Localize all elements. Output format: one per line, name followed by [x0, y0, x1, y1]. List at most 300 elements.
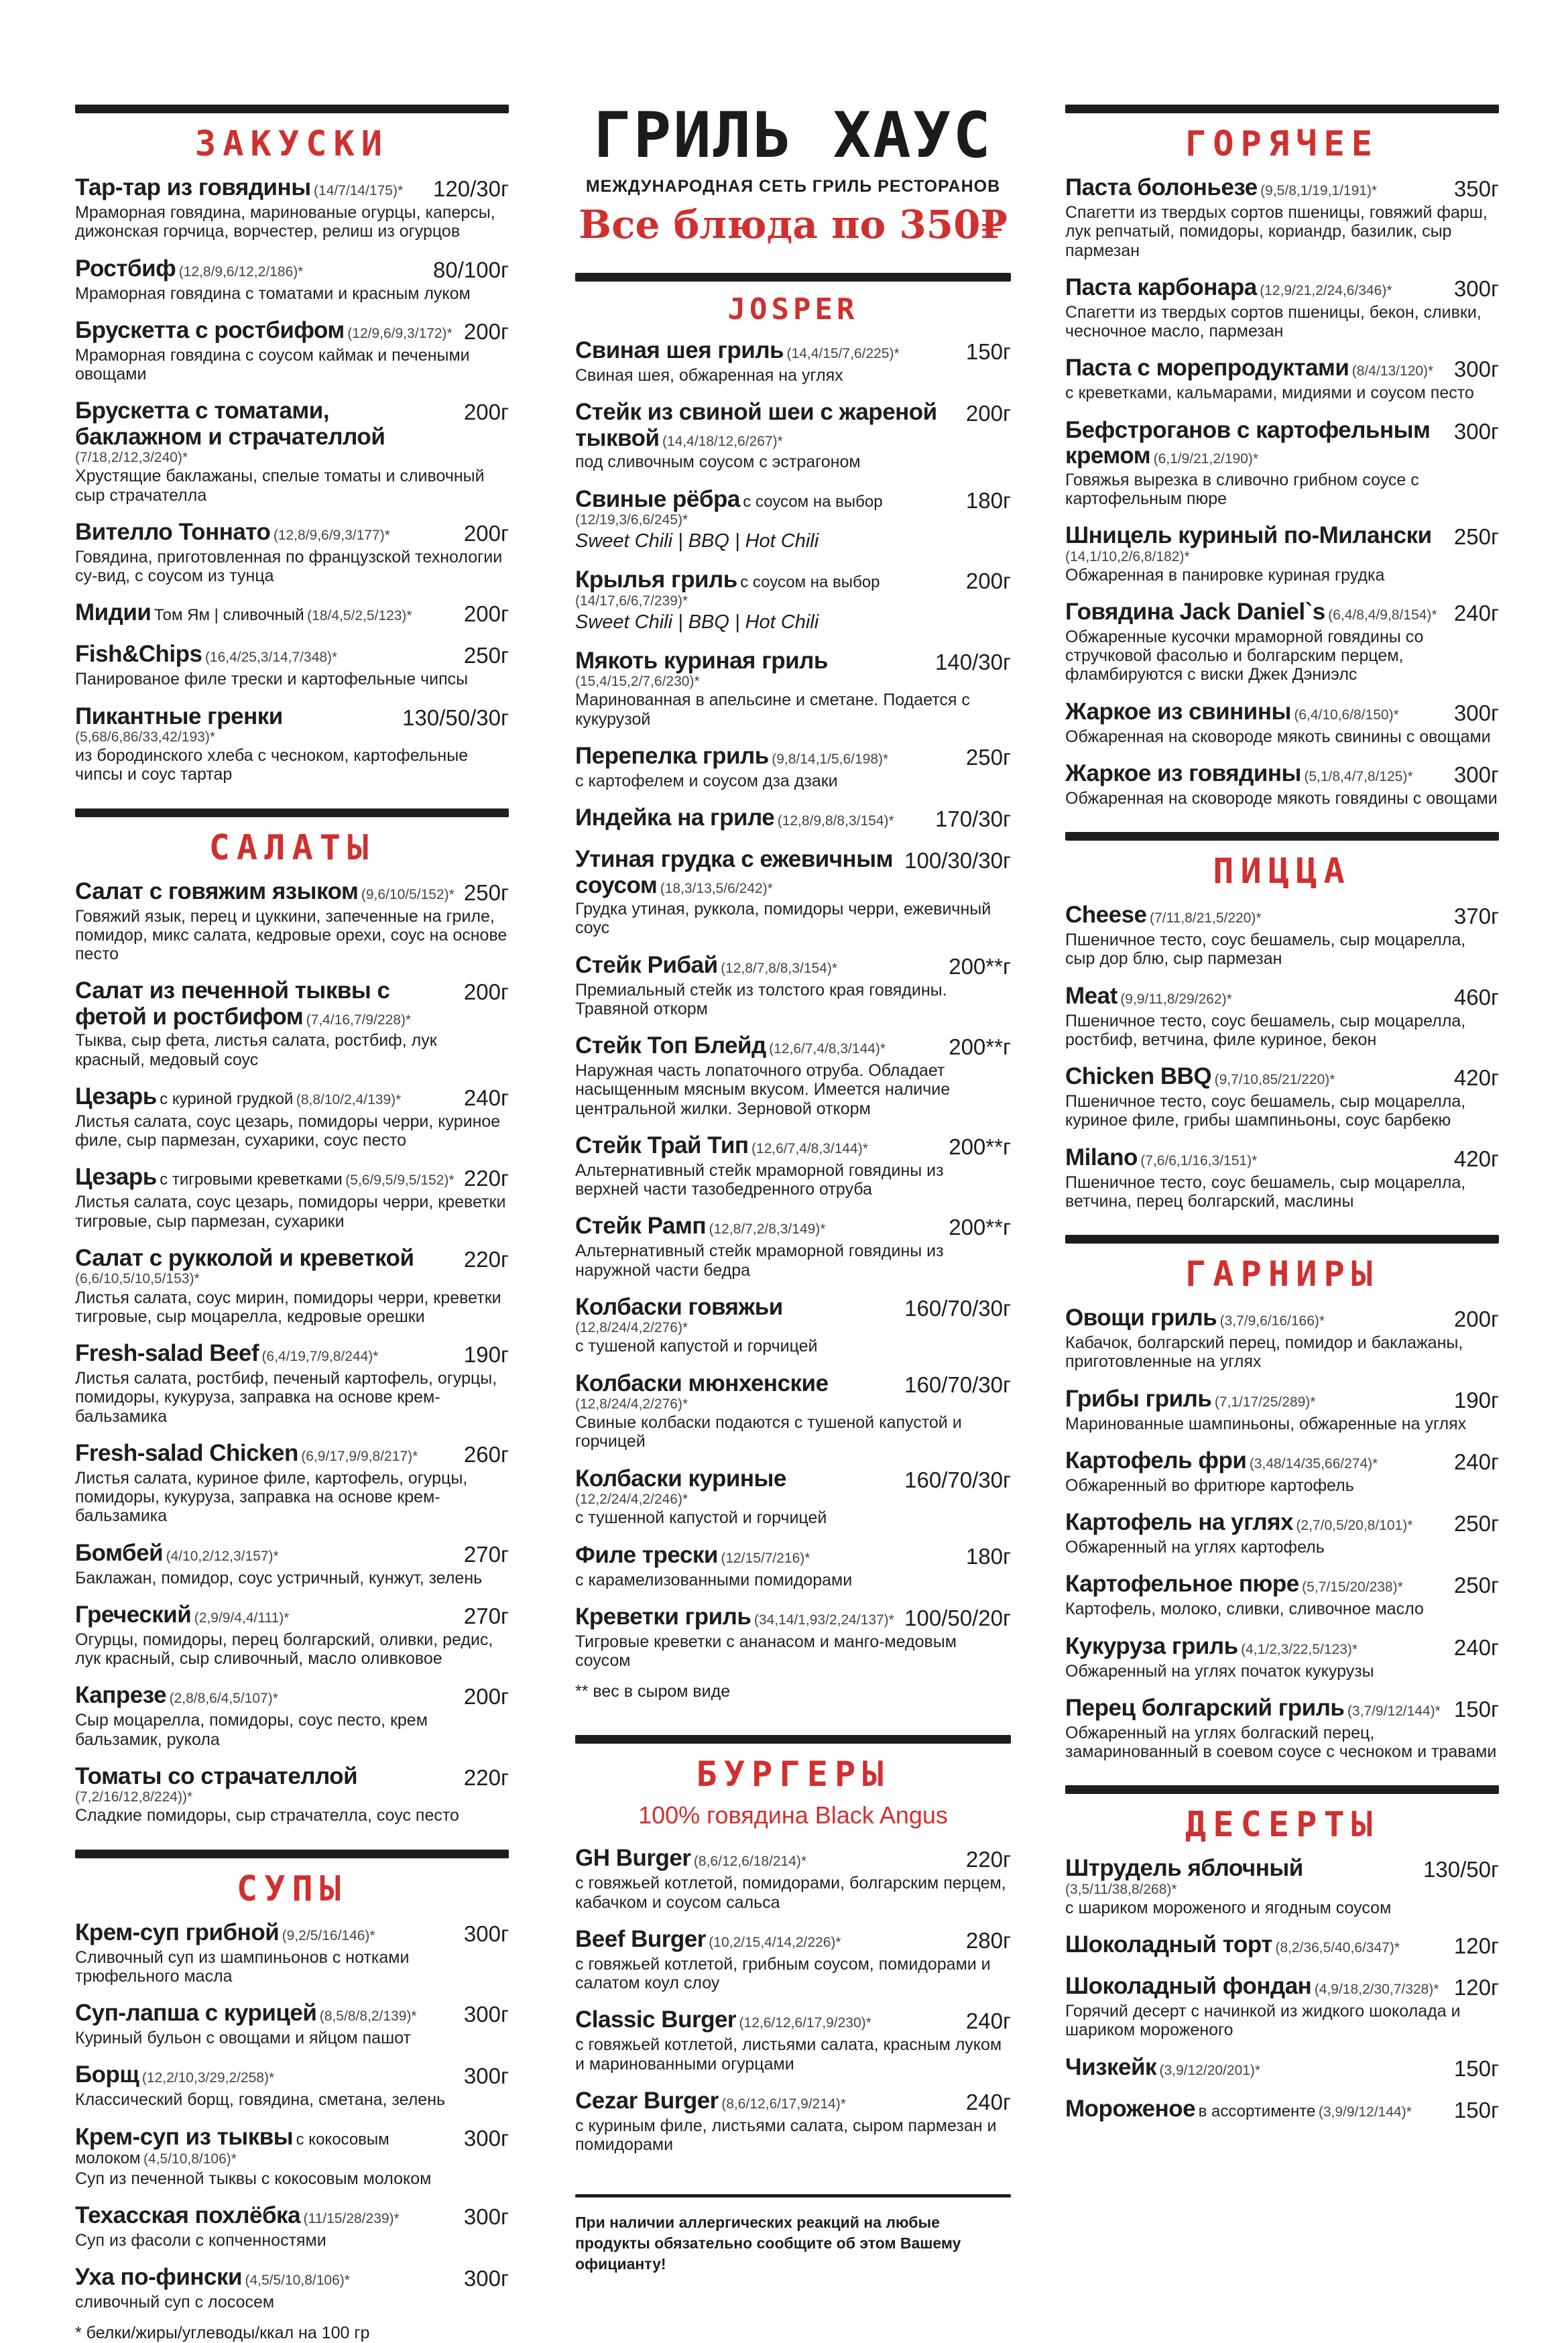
item-description: Листья салата, соус цезарь, помидоры черри, креветки тигровые, сыр пармезан, сухарики — [75, 1193, 506, 1231]
menu-item — [75, 1541, 509, 1587]
item-weight: 280г — [965, 1927, 1011, 1953]
menu-item — [75, 1441, 509, 1526]
item-weight: 190г — [1453, 1387, 1499, 1413]
section-title-burgers: БУРГЕРЫ — [696, 1754, 890, 1795]
item-nutrition: (9,8/14,1/5,6/198)* — [772, 751, 889, 767]
item-description: Свиная шея, обжаренная на углях — [575, 366, 843, 385]
menu-item — [575, 1033, 1011, 1118]
item-weight: 270г — [463, 1603, 509, 1628]
item-weight: 100/30/30г — [904, 848, 1011, 874]
divider — [1065, 1235, 1499, 1244]
item-nutrition: (6,4/19,7/9,8/244)* — [261, 1349, 379, 1365]
item-weight: 150г — [1453, 2055, 1499, 2081]
item-name: Колбаски мюнхенские — [575, 1370, 829, 1396]
menu-item — [1065, 275, 1499, 341]
menu-item — [575, 338, 1011, 385]
item-name: Fresh-salad Chicken — [75, 1439, 298, 1466]
burgers-tagline: 100% говядина Black Angus — [638, 1801, 948, 1829]
item-weight: 460г — [1453, 984, 1499, 1010]
item-weight: 300г — [463, 2063, 509, 2089]
item-description: Баклажан, помидор, соус устричный, кунжут, зелень — [75, 1568, 483, 1587]
menu-item — [575, 847, 1011, 938]
item-name: Стейк Рибай — [575, 951, 718, 978]
item-name: Стейк Топ Блейд — [575, 1032, 766, 1059]
item-name: Паста с морепродуктами — [1065, 355, 1349, 381]
pizza-list — [1065, 898, 1499, 1235]
item-variant: с соусом на выбор — [743, 492, 883, 511]
item-weight: 150г — [1453, 1696, 1499, 1722]
item-weight: 240г — [463, 1085, 509, 1110]
item-nutrition: (4,5/10,8/106)* — [143, 2151, 237, 2167]
menu-item — [1065, 902, 1499, 969]
item-weight: 300г — [1453, 418, 1499, 444]
item-name: Перец болгарский гриль — [1065, 1694, 1345, 1721]
item-nutrition: (12,8/9,6/9,3/177)* — [273, 527, 390, 543]
item-description: Суп из печенной тыквы с кокосовым молоком — [75, 2169, 432, 2188]
menu-item — [75, 2062, 509, 2109]
item-name: Ростбиф — [75, 255, 176, 282]
item-name: Стейк Рамп — [575, 1213, 707, 1240]
item-description: Картофель, молоко, сливки, сливочное масло — [1065, 1600, 1424, 1619]
item-description: с тушенной капустой и горчицей — [575, 1508, 827, 1528]
menu-item — [1065, 355, 1499, 402]
item-description: Суп из фасоли с копченностями — [75, 2230, 326, 2250]
item-name: Греческий — [75, 1601, 192, 1628]
allergy-notice: При наличии аллергических реакций на любые продукты обязательно сообщите об этом Вашему официанту! — [575, 2214, 961, 2273]
item-nutrition: (12,8/9,6/12,2/186)* — [178, 263, 304, 280]
item-description: Говяжий язык, перец и цуккини, запеченные на гриле, помидор, микс салата, кедровые орехи, соус на основе песто — [75, 906, 507, 964]
section-title-desserts: ДЕСЕРТЫ — [1185, 1805, 1380, 1846]
item-name: Картофельное пюре — [1065, 1571, 1299, 1598]
item-name: Шоколадный фондан — [1065, 1973, 1312, 2000]
menu-item — [1065, 1510, 1499, 1557]
sides-list — [1065, 1301, 1499, 1785]
item-description: с креветками, кальмарами, мидиями и соусом песто — [1065, 383, 1474, 403]
item-nutrition: (18,3/13,5/6/242)* — [660, 880, 773, 896]
item-weight: 300г — [463, 1921, 509, 1946]
item-description: Хрустящие баклажаны, спелые томаты и сливочный сыр страчателла — [75, 467, 485, 505]
item-nutrition: (9,6/10/5/152)* — [361, 886, 455, 902]
item-name: Тар-тар из говядины — [75, 174, 311, 200]
item-description: под сливочным соусом с эстрагоном — [575, 453, 861, 472]
menu-item — [1065, 175, 1499, 260]
section-title-snacks: ЗАКУСКИ — [194, 124, 389, 164]
item-weight: 200г — [1453, 1307, 1499, 1332]
item-nutrition: (11/15/28/239)* — [303, 2210, 400, 2226]
divider — [75, 1850, 509, 1858]
item-description: Обжаренный на углях картофель — [1065, 1538, 1325, 1557]
item-weight: 300г — [463, 2002, 509, 2027]
menu-item — [1065, 599, 1499, 684]
menu-item — [75, 1341, 509, 1426]
item-description: Маринованная в апельсине и сметане. Подается с кукурузой — [575, 690, 970, 729]
soups-list — [75, 1916, 509, 2336]
item-name: Индейка на гриле — [575, 804, 775, 831]
item-nutrition: (3,9/12/20/201)* — [1159, 2062, 1261, 2078]
item-name: Fresh-salad Beef — [75, 1340, 259, 1367]
menu-item — [1065, 1932, 1499, 1959]
item-name: Брускетта с ростбифом — [75, 316, 345, 343]
menu-item — [1065, 418, 1499, 509]
sauce-options: Sweet Chili | BBQ | Hot Chili — [575, 530, 819, 552]
item-nutrition: (12,8/24/4,2/276)* — [575, 1396, 688, 1413]
item-weight: 130/50/30г — [402, 705, 509, 730]
item-name: Шницель куриный по-Милански — [1065, 522, 1432, 548]
restaurant-subtitle: МЕЖДУНАРОДНАЯ СЕТЬ ГРИЛЬ РЕСТОРАНОВ — [585, 177, 1001, 196]
item-name: Свиная шея гриль — [575, 337, 784, 363]
menu-item — [575, 400, 1011, 471]
menu-item — [575, 567, 1011, 634]
item-weight: 200г — [463, 520, 509, 546]
menu-item — [575, 1371, 1011, 1451]
item-nutrition: (8/4/13/120)* — [1351, 363, 1434, 379]
item-name: Стейк из свиной шеи с жареной тыквой — [575, 399, 937, 451]
item-nutrition: (8,6/12,6/17,9/214)* — [721, 2096, 846, 2112]
item-nutrition: (3,7/9,6/16/166)* — [1219, 1313, 1325, 1329]
item-name: Мидии — [75, 599, 152, 626]
item-nutrition: (12,2/10,3/29,2/258)* — [141, 2070, 275, 2086]
item-description: с картофелем и соусом дза дзаки — [575, 771, 838, 790]
item-weight: 300г — [1453, 276, 1499, 301]
item-weight: 300г — [463, 2204, 509, 2229]
raw-weight-footnote: ** вес в сыром виде — [575, 1682, 731, 1701]
item-name: Fish&Chips — [75, 641, 202, 668]
menu-item — [575, 953, 1011, 1019]
item-description: Горячий десерт с начинкой из жидкого шоколада и шариком мороженого — [1065, 2002, 1461, 2040]
item-description: Наружная часть лопаточного отруба. Обладает насыщенным мясным вкусом. Имеется наличие центральной жилки. Зерновой откорм — [575, 1061, 951, 1118]
menu-item — [575, 487, 1011, 553]
item-name: Свиные рёбра — [575, 485, 740, 512]
item-variant: Том Ям | сливочный — [154, 606, 304, 625]
menu-item — [575, 2088, 1011, 2155]
item-description: Пшеничное тесто, соус бешамель, сыр моцарелла, сыр дор блю, сыр пармезан — [1065, 930, 1466, 969]
section-title-soups: СУПЫ — [236, 1868, 348, 1909]
item-name: Уха по-фински — [75, 2264, 243, 2291]
item-variant: с куриной грудкой — [160, 1089, 294, 1108]
menu-item — [75, 1084, 509, 1150]
divider — [75, 105, 509, 113]
item-description: Обжаренный во фритюре картофель — [1065, 1476, 1354, 1495]
item-name: Жаркое из говядины — [1065, 760, 1301, 786]
item-name: Говядина Jack Daniel`s — [1065, 598, 1325, 625]
item-description: Свиные колбаски подаются с тушеной капустой и горчицей — [575, 1413, 962, 1451]
sauce-options: Sweet Chili | BBQ | Hot Chili — [575, 611, 819, 633]
item-name: Картофель на углях — [1065, 1509, 1293, 1536]
item-nutrition: (7,4/16,7/9/228)* — [306, 1012, 412, 1028]
divider — [575, 1735, 1011, 1744]
item-name: Мороженое — [1065, 2095, 1196, 2122]
item-weight: 300г — [1453, 357, 1499, 382]
item-nutrition: (12,6/12,6/17,9/230)* — [739, 2015, 871, 2031]
item-nutrition: (12/9,6/9,3/172)* — [347, 325, 453, 341]
menu-item — [1065, 699, 1499, 746]
menu-item — [1065, 1856, 1499, 1917]
section-title-hot: ГОРЯЧЕЕ — [1185, 124, 1380, 164]
menu-item — [1065, 1064, 1499, 1130]
item-description: Мраморная говядина, маринованые огурцы, каперсы, дижонская горчица, ворчестер, релиш из огурцов — [75, 203, 495, 241]
item-name: Томаты со страчателлой — [75, 1762, 358, 1789]
item-weight: 200г — [463, 318, 509, 344]
divider — [1065, 105, 1499, 113]
menu-item — [75, 2124, 509, 2188]
item-weight: 220г — [463, 1764, 509, 1790]
item-description: с говяжьей котлетой, листьями салата, красным луком и маринованными огурцами — [575, 2035, 1002, 2074]
menu-item — [1065, 1571, 1499, 1618]
item-nutrition: (16,4/25,3/14,7/348)* — [204, 650, 338, 666]
menu-item — [575, 648, 1011, 729]
item-description: Пшеничное тесто, соус бешамель, сыр моцарелла, ростбиф, ветчина, филе куриное, бекон — [1065, 1011, 1466, 1049]
item-weight: 250г — [1453, 1573, 1499, 1598]
item-nutrition: (7,2/16/12,8/224))* — [75, 1789, 193, 1805]
item-name: Чизкейк — [1065, 2053, 1157, 2080]
item-name: GH Burger — [575, 1845, 691, 1872]
item-nutrition: (3,5/11/38,8/268)* — [1065, 1881, 1177, 1897]
item-nutrition: (2,9/9/4,4/111)* — [194, 1610, 290, 1626]
item-nutrition: (10,2/15,4/14,2/226)* — [709, 1934, 841, 1950]
item-weight: 250г — [463, 643, 509, 668]
item-nutrition: (5,68/6,86/33,42/193)* — [75, 729, 215, 745]
item-description: с говяжьей котлетой, помидорами, болгарским перцем, кабачком и соусом сальса — [575, 1874, 1006, 1912]
item-description: Панированое филе трески и картофельные чипсы — [75, 670, 469, 689]
item-nutrition: (14/7/14/175)* — [314, 183, 404, 198]
item-weight: 250г — [463, 880, 509, 905]
item-description: Сыр моцарелла, помидоры, соус песто, крем бальзамик, рукола — [75, 1711, 428, 1749]
item-description: с карамелизованными помидорами — [575, 1570, 853, 1589]
item-weight: 160/70/30г — [904, 1467, 1011, 1492]
item-description: Пшеничное тесто, соус бешамель, сыр моцарелла, куриное филе, грибы шампиньоны, соус барбекю — [1065, 1092, 1466, 1130]
menu-item — [1065, 1386, 1499, 1433]
item-description: Грудка утиная, руккола, помидоры черри, ежевичный соус — [575, 900, 991, 938]
item-name: Cezar Burger — [575, 2087, 719, 2114]
item-weight: 220г — [965, 1847, 1011, 1872]
item-name: Крем-суп из тыквы — [75, 2123, 294, 2150]
item-nutrition: (12,8/7,8/8,3/154)* — [721, 960, 838, 976]
item-description: Обжаренная в панировке куриная грудка — [1065, 565, 1385, 585]
item-weight: 260г — [463, 1441, 509, 1467]
restaurant-logo: ГРИЛЬ ХАУС — [593, 99, 993, 172]
item-description: Премиальный стейк из толстого края говядины. Травяной откорм — [575, 980, 947, 1018]
item-description: с говяжьей котлетой, грибным соусом, помидорами и салатом коул слоу — [575, 1954, 991, 1993]
item-nutrition: (4/10,2/12,3/157)* — [166, 1548, 279, 1564]
menu-item — [575, 1213, 1011, 1280]
item-name: Meat — [1065, 982, 1118, 1009]
item-description: Листья салата, ростбиф, печеный картофель, огурцы, помидоры, кукуруза, заправка на основе крем-бальзамика — [75, 1369, 497, 1426]
item-weight: 300г — [1453, 700, 1499, 725]
item-nutrition: (9,9/11,8/29/262)* — [1120, 991, 1232, 1007]
item-name: Борщ — [75, 2061, 139, 2088]
salads-list — [75, 875, 509, 1850]
menu-item — [575, 743, 1011, 790]
item-description: с тушеной капустой и горчицей — [575, 1337, 818, 1356]
item-nutrition: (3,48/14/35,66/274)* — [1249, 1455, 1378, 1471]
item-description: Сладкие помидоры, сыр страчателла, соус песто — [75, 1806, 459, 1825]
item-description: с шариком мороженого и ягодным соусом — [1065, 1898, 1392, 1917]
menu-item — [1065, 1695, 1499, 1762]
item-weight: 250г — [1453, 524, 1499, 549]
item-nutrition: (2,8/8,6/4,5/107)* — [169, 1691, 278, 1707]
menu-item — [1065, 2096, 1499, 2123]
item-weight: 180г — [965, 1543, 1011, 1569]
item-nutrition: (14,4/18/12,6/267)* — [662, 433, 783, 449]
item-description: Тыква, сыр фета, листья салата, ростбиф, лук красный, медовый соус — [75, 1031, 437, 1069]
menu-item — [75, 2265, 509, 2311]
price-promo: Все блюда по 350₽ — [579, 202, 1008, 247]
snacks-list — [75, 171, 509, 808]
item-name: Milano — [1065, 1144, 1138, 1170]
item-nutrition: (5,6/9,5/9,5/152)* — [345, 1173, 455, 1189]
item-name: Бомбей — [75, 1539, 164, 1566]
nutrition-footnote: * белки/жиры/углеводы/ккал на 100 гр — [75, 2324, 370, 2343]
item-nutrition: (2,7/0,5/20,8/101)* — [1296, 1518, 1413, 1534]
item-description: Классический борщ, говядина, сметана, зелень — [75, 2090, 446, 2110]
item-name: Грибы гриль — [1065, 1385, 1212, 1412]
menu-item — [1065, 523, 1499, 585]
item-nutrition: (12/19,3/6,6/245)* — [575, 512, 688, 528]
item-nutrition: (4,9/18,2/30,7/328)* — [1314, 1982, 1439, 1998]
item-weight: 240г — [965, 2089, 1011, 2114]
menu-item — [75, 2203, 509, 2250]
menu-item — [75, 318, 509, 384]
item-name: Креветки гриль — [575, 1603, 751, 1630]
item-description: Обжаренный на углях початок кукурузы — [1065, 1661, 1374, 1681]
item-description: Мраморная говядина с томатами и красным луком — [75, 284, 471, 303]
item-name: Cheese — [1065, 902, 1147, 928]
item-name: Chicken BBQ — [1065, 1063, 1212, 1090]
item-name: Жаркое из свинины — [1065, 698, 1291, 725]
item-weight: 250г — [965, 744, 1011, 770]
item-description: Сливочный суп из шампиньонов с нотками трюфельного масла — [75, 1947, 410, 1986]
item-nutrition: (5,1/8,4/7,8/125)* — [1304, 768, 1413, 784]
menu-item — [75, 1164, 509, 1231]
item-weight: 200**г — [949, 1215, 1011, 1240]
menu-item — [75, 256, 509, 303]
item-name: Стейк Трай Тип — [575, 1132, 749, 1158]
menu-item — [1065, 2055, 1499, 2082]
item-weight: 140/30г — [935, 649, 1011, 674]
menu-item — [575, 1927, 1011, 1993]
hot-list — [1065, 171, 1499, 832]
item-nutrition: (3,7/9/12/144)* — [1347, 1703, 1441, 1719]
item-description: из бородинского хлеба с чесноком, картофельные чипсы и соус тартар — [75, 746, 469, 784]
item-weight: 300г — [1453, 762, 1499, 787]
item-name: Филе трески — [575, 1541, 718, 1568]
item-weight: 370г — [1453, 904, 1499, 929]
right-column — [1065, 105, 1499, 2147]
item-name: Перепелка гриль — [575, 742, 769, 769]
item-weight: 300г — [463, 2125, 509, 2151]
item-weight: 240г — [1453, 1449, 1499, 1474]
item-name: Техасская похлёбка — [75, 2202, 301, 2228]
item-weight: 240г — [965, 2008, 1011, 2034]
item-name: Бефстроганов с картофельным кремом — [1065, 416, 1431, 469]
item-nutrition: (6,4/10,6/8/150)* — [1294, 707, 1399, 723]
item-nutrition: (6,1/9/21,2/190)* — [1153, 451, 1259, 467]
item-name: Пикантные гренки — [75, 703, 283, 729]
item-weight: 80/100г — [433, 257, 509, 282]
item-weight: 250г — [1453, 1511, 1499, 1537]
burgers-list — [575, 1842, 1011, 2178]
item-nutrition: (8,5/8/8,2/139)* — [319, 2008, 417, 2025]
menu-item — [75, 879, 509, 964]
item-name: Картофель фри — [1065, 1447, 1247, 1474]
item-weight: 100/50/20г — [904, 1605, 1011, 1630]
item-weight: 200г — [463, 979, 509, 1005]
section-title-salads: САЛАТЫ — [208, 827, 375, 868]
item-description: Обжаренный на углях болгаский перец, замаринованный в соевом соусе с чесноком и травами — [1065, 1723, 1497, 1762]
item-nutrition: (7,1/17/25/289)* — [1214, 1394, 1316, 1410]
item-weight: 200г — [463, 601, 509, 627]
item-nutrition: (8,8/10/2,4/139)* — [296, 1091, 402, 1107]
item-weight: 200**г — [949, 1034, 1011, 1060]
item-nutrition: (12,2/24/4,2/246)* — [575, 1492, 688, 1508]
item-weight: 240г — [1453, 600, 1499, 625]
item-nutrition: (12/15/7/216)* — [721, 1550, 810, 1566]
divider — [75, 808, 509, 817]
item-variant: с тигровыми креветками — [160, 1170, 343, 1189]
item-name: Колбаски куриные — [575, 1465, 786, 1492]
item-nutrition: (14/17,6/6,7/239)* — [575, 593, 688, 609]
item-nutrition: (9,5/8,1/19,1/191)* — [1260, 183, 1378, 198]
menu-item — [75, 1920, 509, 1986]
item-name: Паста болоньезе — [1065, 174, 1258, 200]
item-nutrition: (7/11,8/21,5/220)* — [1149, 910, 1262, 926]
item-nutrition: (6,4/8,4/9,8/154)* — [1328, 607, 1437, 623]
item-name: Beef Burger — [575, 1925, 706, 1952]
item-description: Говядина, приготовленная по французской технологии су-вид, с соусом из тунца — [75, 547, 503, 586]
menu-item — [75, 398, 509, 505]
item-name: Салат с рукколой и креветкой — [75, 1244, 414, 1271]
item-description: Говяжья вырезка в сливочно грибном соусе с картофельным пюре — [1065, 470, 1419, 508]
item-weight: 200**г — [949, 953, 1011, 979]
menu-item — [1065, 1974, 1499, 2040]
item-nutrition: (7/18,2/12,3/240)* — [75, 450, 188, 466]
item-nutrition: (6,9/17,9/9,8/217)* — [301, 1448, 418, 1464]
menu-item — [575, 1466, 1011, 1528]
item-nutrition: (3,9/9/12/144)* — [1318, 2104, 1412, 2120]
item-nutrition: (12,6/7,4/8,3/144)* — [751, 1140, 868, 1156]
item-description: Спагетти из твердых сортов пшеницы, бекон, сливки, чесночное масло, пармезан — [1065, 302, 1482, 341]
item-description: Тигровые креветки с ананасом и манго-медовым соусом — [575, 1632, 957, 1671]
desserts-list — [1065, 1852, 1499, 2147]
menu-item — [575, 2007, 1011, 2074]
item-weight: 220г — [463, 1166, 509, 1191]
section-title-pizza: ПИЦЦА — [1213, 851, 1351, 892]
menu-item — [75, 1683, 509, 1749]
item-weight: 120г — [1453, 1933, 1499, 1959]
menu-item — [1065, 1305, 1499, 1372]
item-description: Пшеничное тесто, соус бешамель, сыр моцарелла, ветчина, перец болгарский, маслины — [1065, 1173, 1466, 1211]
item-description: Маринованные шампиньоны, обжаренные на углях — [1065, 1414, 1467, 1433]
menu-item — [1065, 761, 1499, 808]
menu-item — [75, 520, 509, 586]
menu-item — [575, 1295, 1011, 1356]
item-name: Колбаски говяжьи — [575, 1293, 783, 1320]
menu-item — [1065, 1145, 1499, 1211]
item-nutrition: (34,14/1,93/2,24/137)* — [753, 1612, 894, 1628]
item-name: Шоколадный торт — [1065, 1931, 1272, 1958]
item-nutrition: (8,2/36,5/40,6/347)* — [1275, 1940, 1400, 1956]
menu-item — [75, 1246, 509, 1326]
menu-item — [575, 1543, 1011, 1589]
divider — [1065, 832, 1499, 841]
menu-item — [1065, 983, 1499, 1050]
item-description: Обжаренные кусочки мраморной говядины со стручковой фасолью и болгарским перцем, фламбируются с виски Джек Дэниэлс — [1065, 627, 1424, 684]
menu-item — [75, 978, 509, 1069]
item-name: Цезарь — [75, 1083, 157, 1109]
item-nutrition: (14,1/10,2/6,8/182)* — [1065, 548, 1190, 564]
item-name: Овощи гриль — [1065, 1305, 1217, 1331]
menu-item — [1065, 1634, 1499, 1681]
